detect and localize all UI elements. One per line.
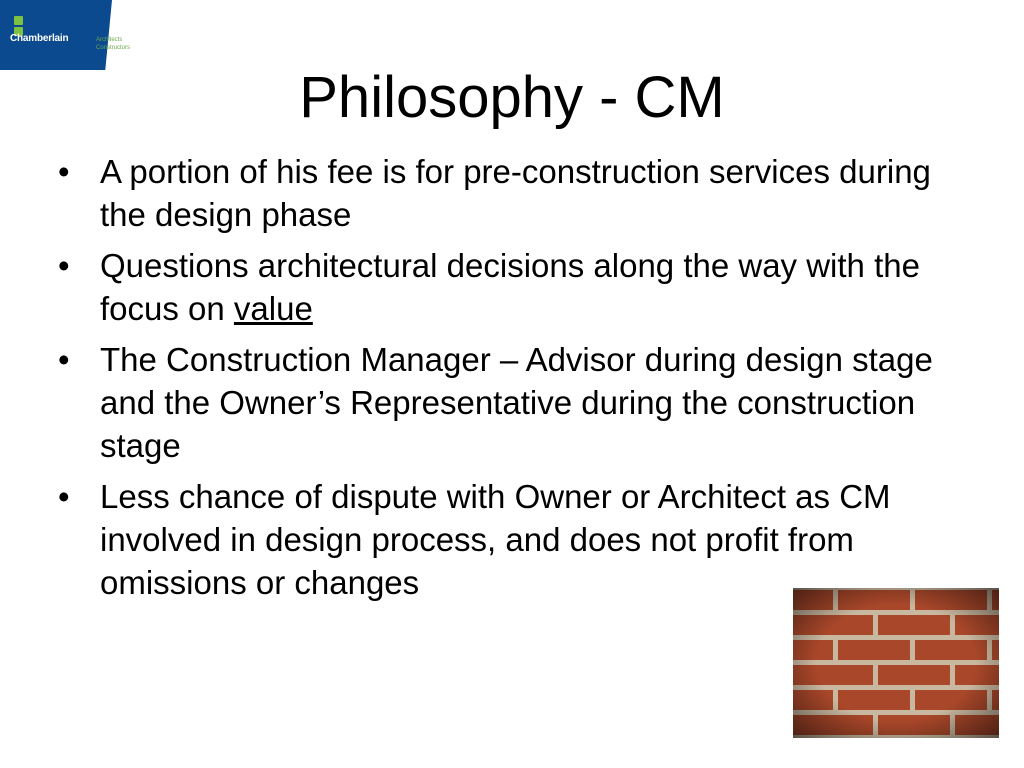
slide-title: Philosophy - CM (299, 65, 725, 130)
bullet-icon: • (58, 478, 70, 515)
bullet-item (58, 244, 958, 330)
logo-name: Chamberlain (10, 33, 69, 44)
bullet-icon: • (58, 153, 70, 190)
bullet-text: Questions architectural decisions along the way with the focus on (100, 247, 920, 327)
bullet-text: Less chance of dispute with Owner or Architect as CM involved in design process, and does not profit from omissions or changes (100, 478, 891, 601)
bullet-icon: • (58, 341, 70, 378)
logo-tagline-line: Architects (96, 37, 123, 43)
bullet-icon: • (58, 247, 70, 284)
bullet-item (58, 475, 958, 604)
logo-tagline (96, 36, 130, 52)
brick-wall-icon (793, 588, 999, 738)
bullet-item (58, 150, 958, 236)
logo-mark-icon (14, 16, 23, 25)
bullet-list (58, 150, 958, 612)
logo-tagline-line: Constructors (96, 45, 131, 51)
bullet-text: The Construction Manager – Advisor during design stage and the Owner’s Representative during the construction stage (100, 341, 933, 464)
bullet-text: A portion of his fee is for pre-construction services during the design phase (100, 153, 931, 233)
bullet-emphasis: value (233, 290, 313, 327)
bullet-item (58, 338, 958, 467)
